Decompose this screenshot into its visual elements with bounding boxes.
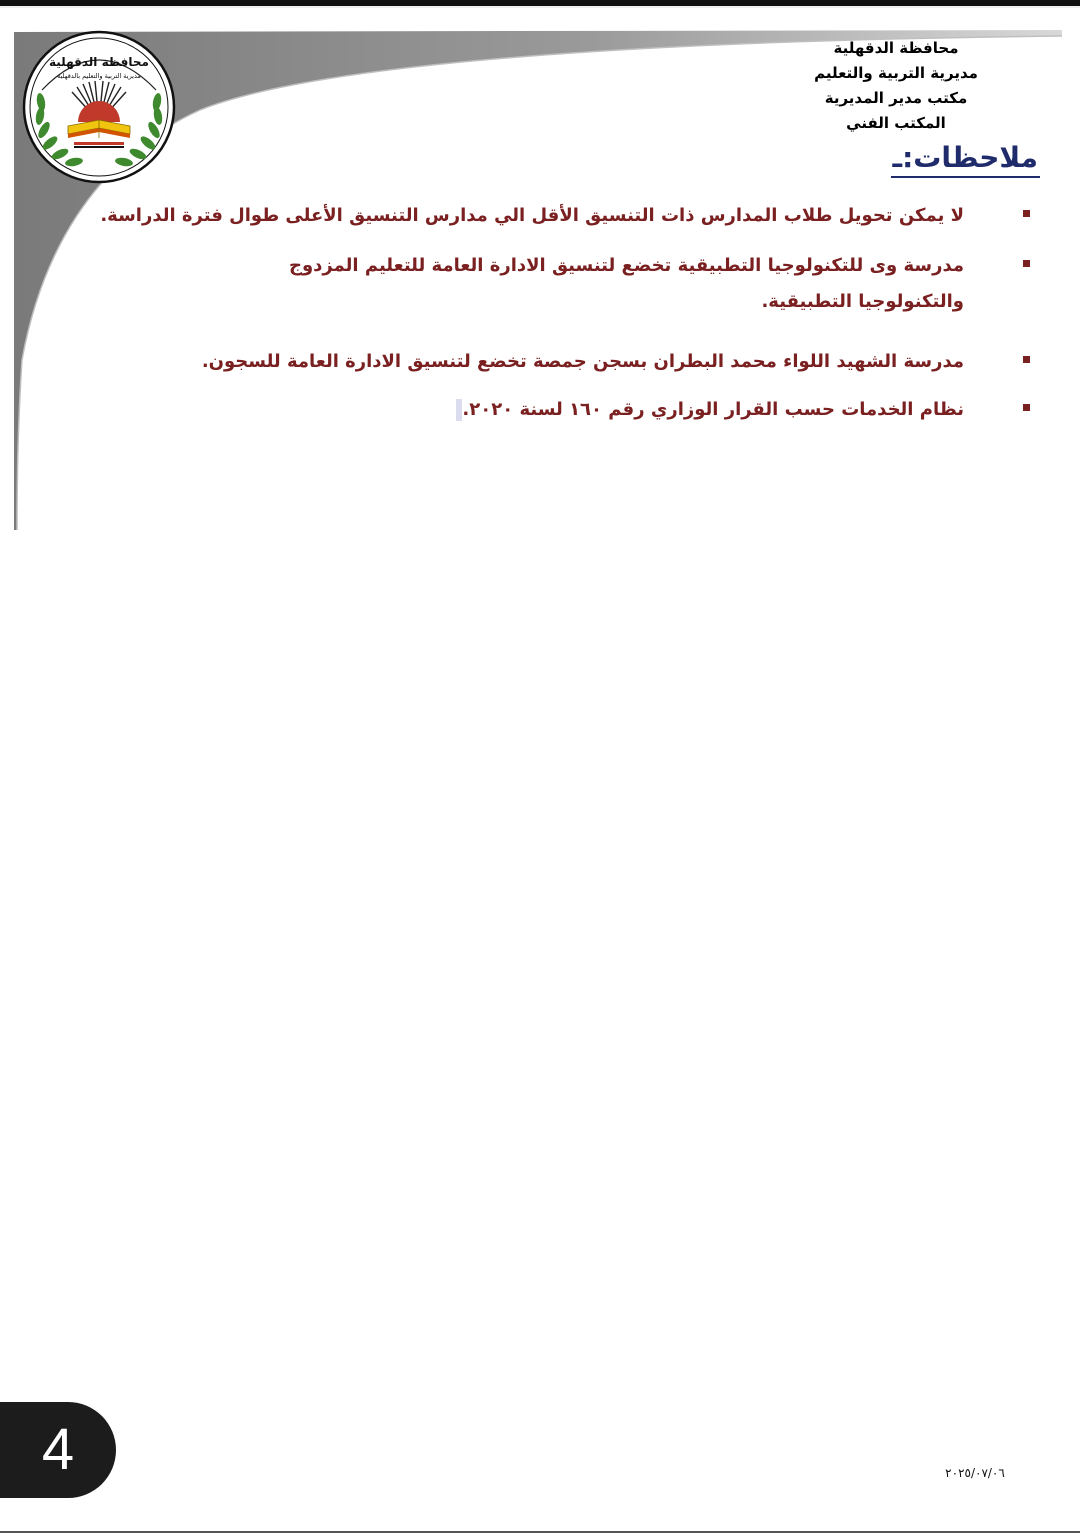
note-text: مدرسة الشهيد اللواء محمد البطران بسجن جمصة تخضع لتنسيق الادارة العامة للسجون. (201, 351, 964, 372)
governorate-seal-logo (22, 30, 176, 184)
note-text-continued: والتكنولوجيا التطبيقية. (761, 291, 964, 312)
governorate-name: محافظة الدقهلية (833, 39, 959, 57)
square-bullet-icon (1023, 404, 1030, 411)
note-item (70, 392, 1030, 432)
note-item (70, 248, 1030, 344)
directorate-name: مديرية التربية والتعليم (814, 64, 978, 82)
page-date: ٢٠٢٥/٠٧/٠٦ (945, 1466, 1005, 1480)
issuing-authority-header (776, 36, 1016, 136)
page-number: 4 (41, 1417, 75, 1482)
technical-office-name: المكتب الفني (846, 114, 946, 132)
square-bullet-icon (1023, 260, 1030, 267)
svg-text:مديرية التربية والتعليم بالدقه: مديرية التربية والتعليم بالدقهلية (57, 72, 141, 80)
note-text: لا يمكن تحويل طلاب المدارس ذات التنسيق الأقل الي مدارس التنسيق الأعلى طوال فترة الدراسة. (100, 205, 964, 226)
note-item (70, 198, 1030, 248)
svg-text:محافظة الدقهلية: محافظة الدقهلية (49, 55, 149, 69)
note-text: مدرسة وى للتكنولوجيا التطبيقية تخضع لتنسيق الادارة العامة للتعليم المزدوج (288, 255, 964, 276)
square-bullet-icon (1023, 210, 1030, 217)
notes-list (70, 198, 1030, 432)
director-office-name: مكتب مدير المديرية (824, 89, 968, 107)
square-bullet-icon (1023, 356, 1030, 363)
notes-heading: ملاحظات:ـ (891, 140, 1040, 178)
note-item (70, 344, 1030, 392)
bottom-border (0, 1531, 1080, 1533)
note-text: نظام الخدمات حسب القرار الوزاري رقم ١٦٠ لسنة ٢٠٢٠. (462, 399, 964, 420)
note-text-line (70, 392, 964, 428)
